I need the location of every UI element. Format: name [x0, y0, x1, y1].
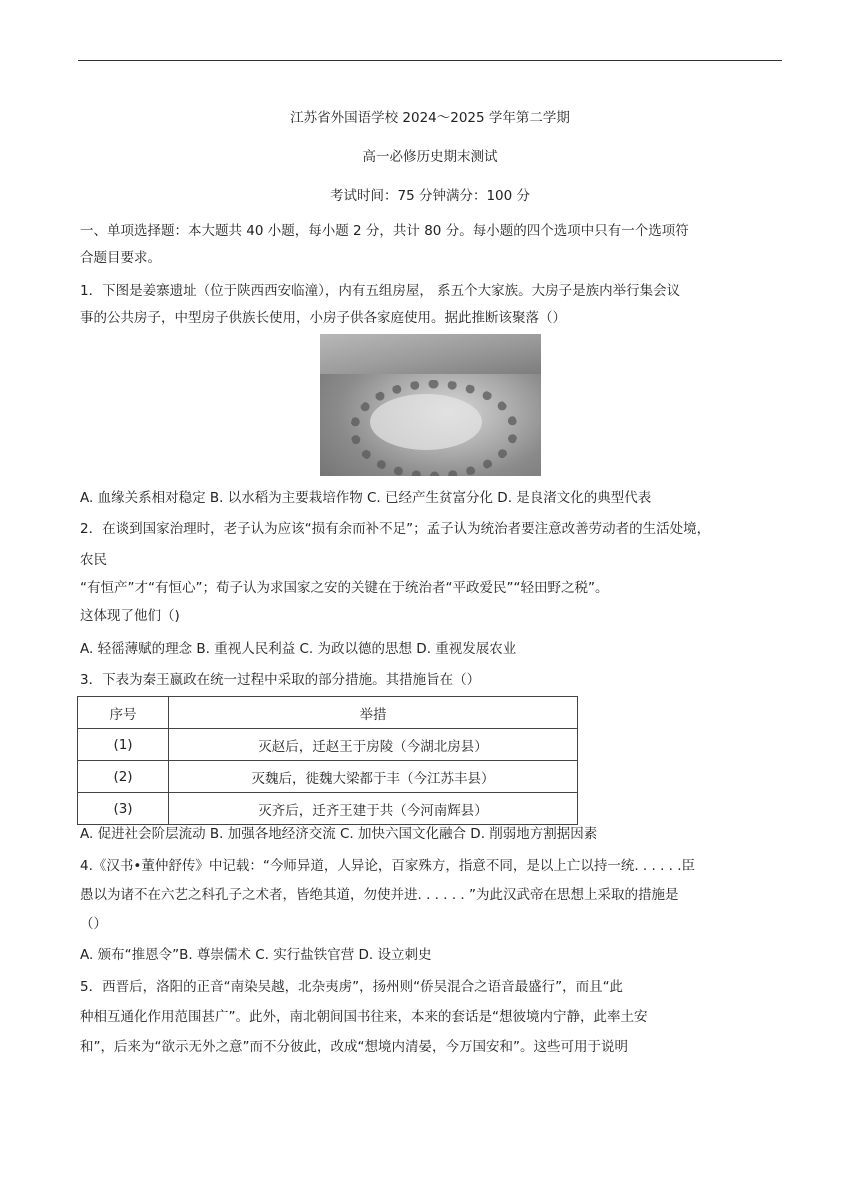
q4-options: A. 颁布“推恩令”B. 尊崇儒术 C. 实行盐铁官营 D. 设立刺史 [80, 947, 432, 963]
q3-options: A. 促进社会阶层流动 B. 加强各地经济交流 C. 加快六国文化融合 D. 削弱地方割据因素 [80, 826, 598, 842]
exam-title: 江苏省外国语学校 2024～2025 学年第二学期 [290, 110, 570, 126]
table-cell: 灭齐后，迁齐王建于共（今河南辉县） [169, 793, 578, 825]
q2-stem-line3: “有恒产”才“有恒心”；荀子认为求国家之安的关键在于统治者“平政爱民”“轻田野之税”。 [80, 580, 609, 596]
table-cell: (2) [78, 761, 169, 793]
q4-stem-line3: （） [80, 916, 107, 932]
q4-stem-line1: 4.《汉书•董仲舒传》中记载：“今师异道，人异论，百家殊方，指意不同，是以上亡以持一统. . . . . .臣 [80, 858, 696, 874]
table-header-cell: 举措 [169, 697, 578, 729]
table-cell: 灭赵后，迁赵王于房陵（今湖北房县） [169, 729, 578, 761]
section-instruction-line2: 合题目要求。 [80, 250, 161, 266]
table-cell: (3) [78, 793, 169, 825]
q1-stem-line2: 事的公共房子，中型房子供族长使用，小房子供各家庭使用。据此推断该聚落（） [80, 310, 566, 326]
table-header-cell: 序号 [78, 697, 169, 729]
q4-stem-line2: 愚以为诸不在六艺之科孔子之术者，皆绝其道，勿使并进. . . . . . ”为此汉武帝在思想上采取的措施是 [80, 887, 679, 903]
q2-stem-line4: 这体现了他们（) [80, 608, 180, 624]
table-row [78, 761, 578, 793]
photo-central-plaza [370, 394, 482, 450]
top-rule [78, 60, 782, 61]
table-row [78, 793, 578, 825]
q2-stem-line2: 农民 [80, 552, 107, 568]
photo-background-band [320, 334, 541, 374]
table-cell: (1) [78, 729, 169, 761]
q5-stem-line1: 5．西晋后，洛阳的正音“南染吴越，北杂夷虏”，扬州则“侨吴混合之语音最盛行”，而且“此 [80, 979, 624, 995]
q2-stem-line1: 2．在谈到国家治理时，老子认为应该“损有余而补不足”；孟子认为统治者要注意改善劳动者的生活处境， [80, 521, 711, 537]
table-header-row [78, 697, 578, 729]
q5-stem-line2: 种相互通化作用范围甚广”。此外，南北朝间国书往来，本来的套话是“想彼境内宁静，此率土安 [80, 1009, 648, 1025]
table-row [78, 729, 578, 761]
jiangzhai-site-photo [320, 334, 541, 476]
q2-options: A. 轻徭薄赋的理念 B. 重视人民利益 C. 为政以德的思想 D. 重视发展农业 [80, 641, 517, 657]
exam-subtitle: 高一必修历史期末测试 [362, 149, 498, 165]
section-instruction-line1: 一、单项选择题：本大题共 40 小题，每小题 2 分，共计 80 分。每小题的四个选项中只有一个选项符 [80, 223, 689, 239]
table-cell: 灭魏后，徙魏大梁都于丰（今江苏丰县） [169, 761, 578, 793]
q3-measures-table [77, 696, 578, 825]
q1-stem-line1: 1．下图是姜寨遗址（位于陕西西安临潼），内有五组房屋， 系五个大家族。大房子是族内举行集会议 [80, 283, 681, 299]
exam-info: 考试时间：75 分钟满分：100 分 [329, 188, 531, 204]
q1-options: A. 血缘关系相对稳定 B. 以水稻为主要栽培作物 C. 已经产生贫富分化 D. 是良渚文化的典型代表 [80, 490, 652, 506]
q3-stem: 3．下表为秦王嬴政在统一过程中采取的部分措施。其措施旨在（） [80, 672, 481, 688]
q5-stem-line3: 和”，后来为“欲示无外之意”而不分彼此，改成“想境内清晏，今万国安和”。这些可用于说明 [80, 1039, 628, 1055]
